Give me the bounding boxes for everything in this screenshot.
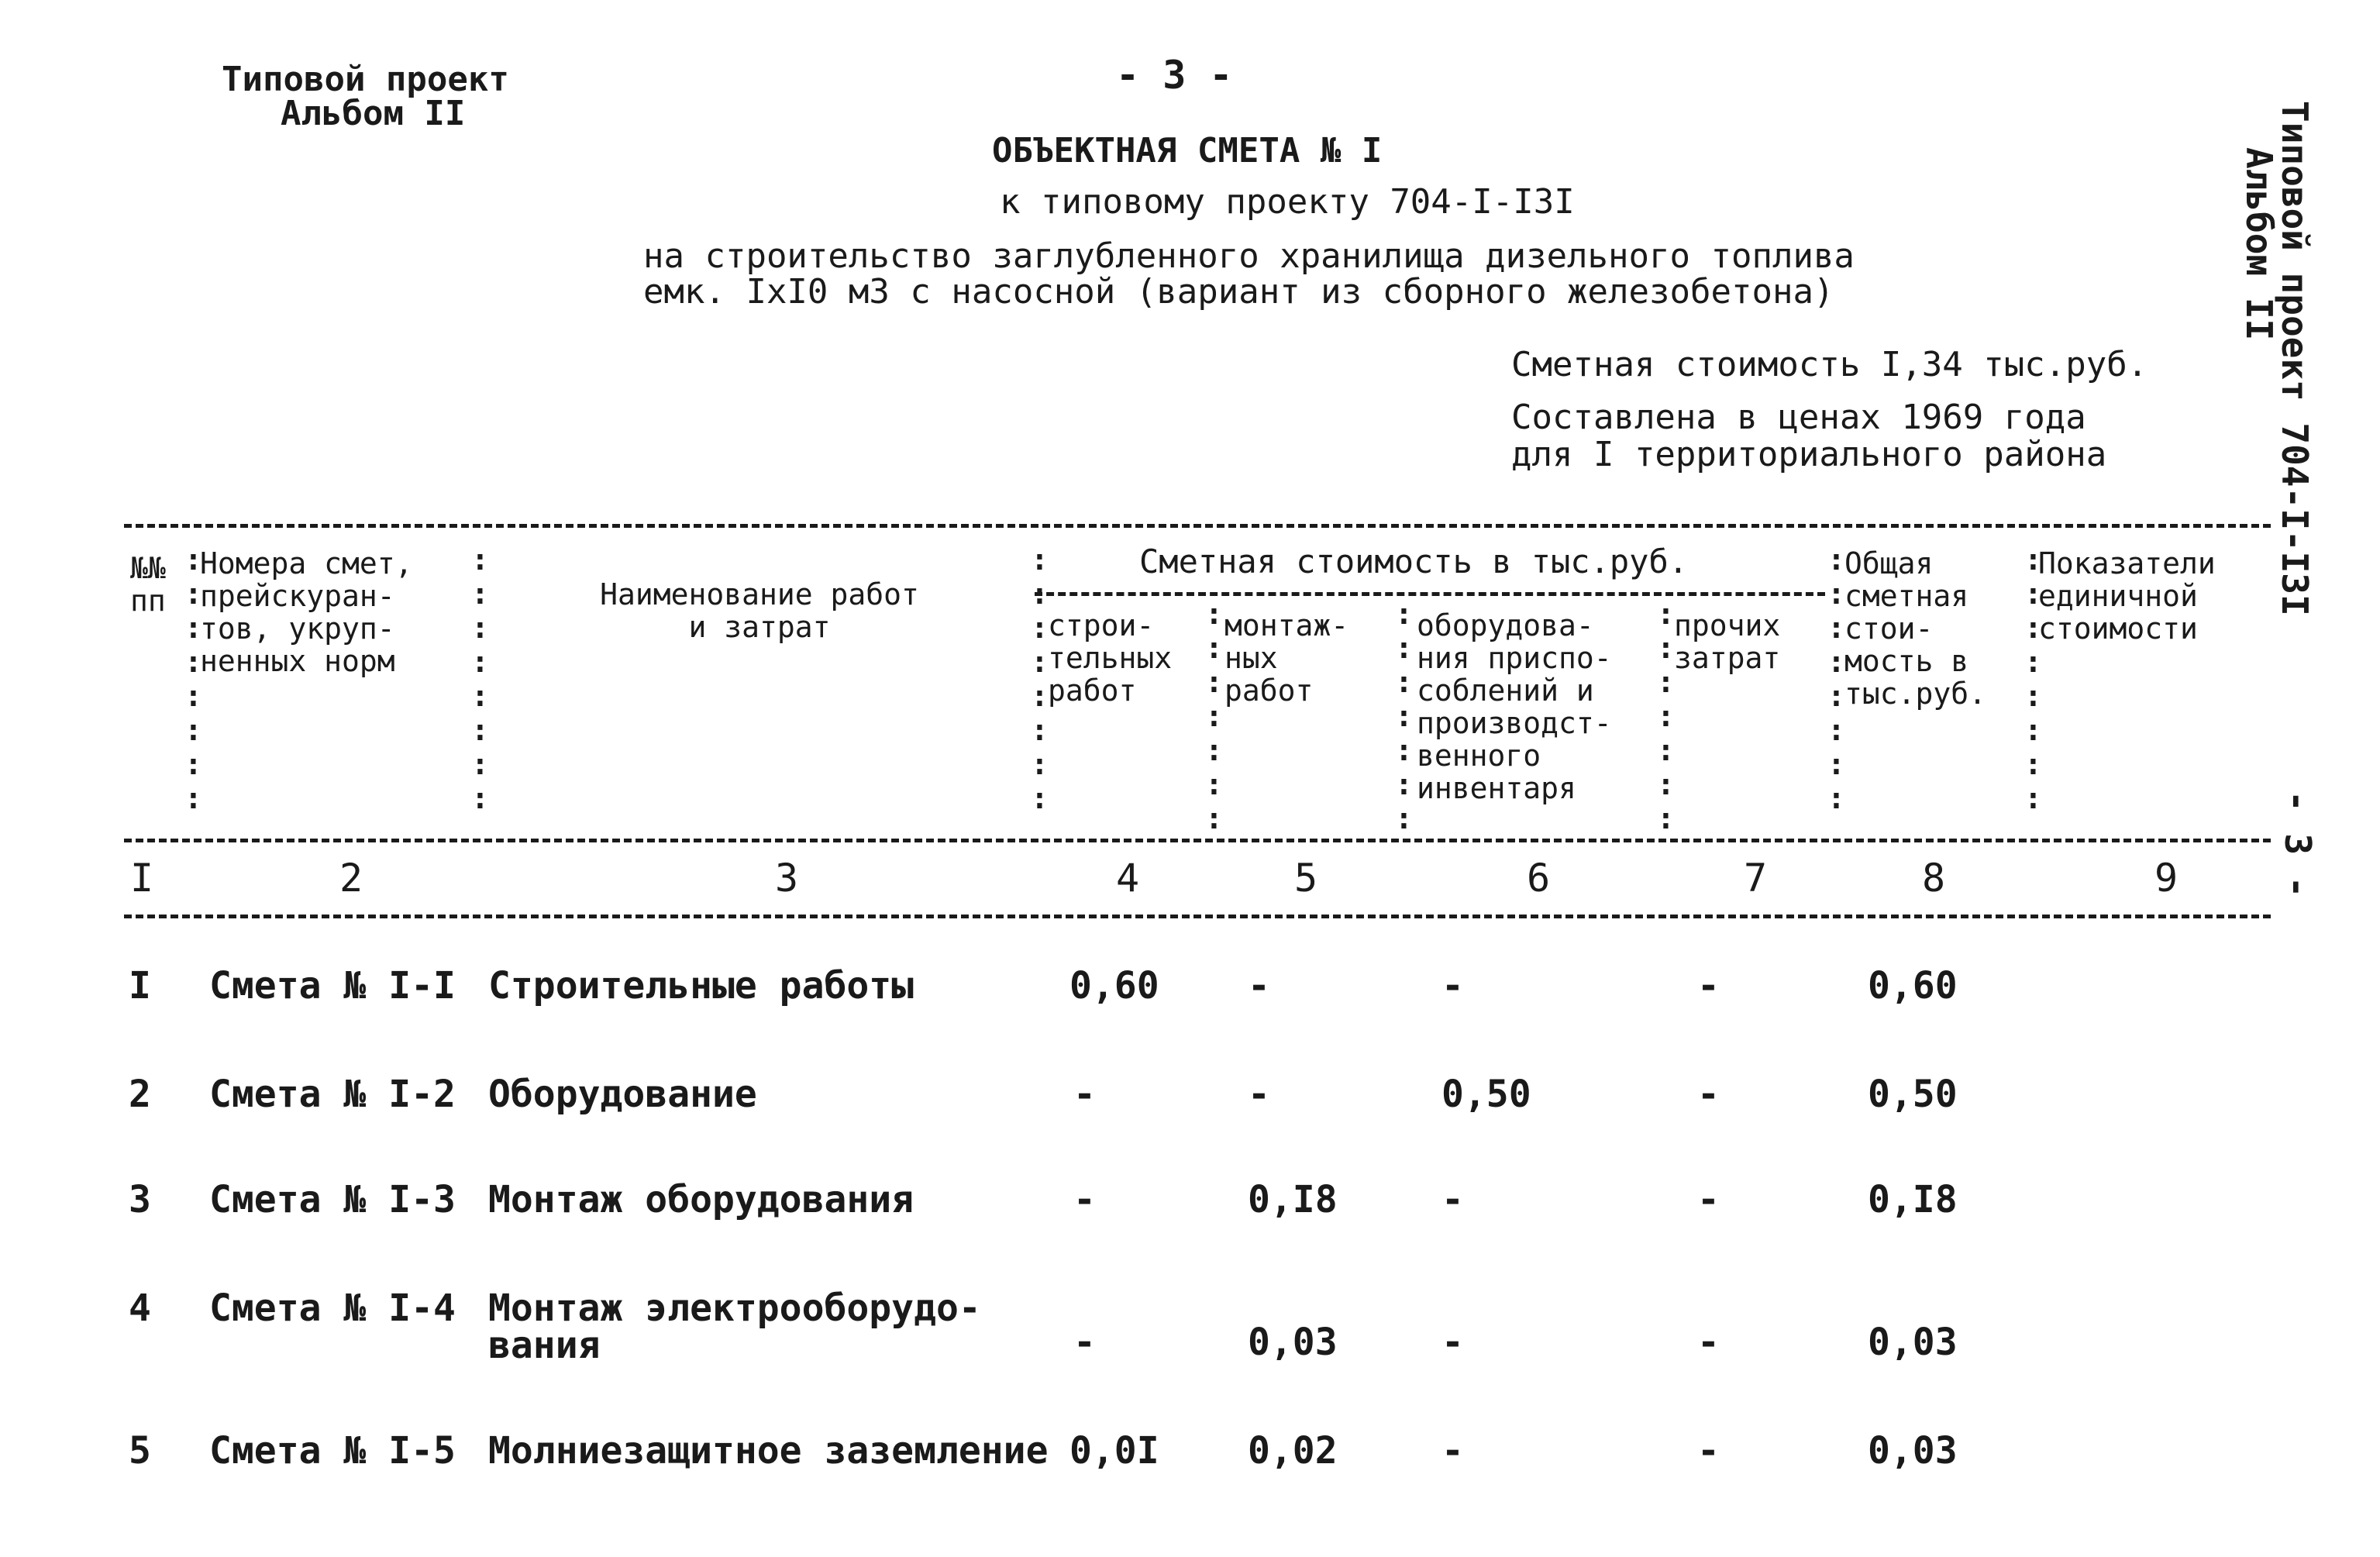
estimate-ref: Смета № I-4 <box>209 1287 456 1330</box>
row-number: 2 <box>129 1073 151 1116</box>
description-line-1: на строительство заглубленного хранилища дизельного топлива <box>643 236 1855 276</box>
other-cost: - <box>1697 964 1720 1008</box>
work-name: Строительные работы <box>488 964 914 1008</box>
other-cost: - <box>1697 1073 1720 1116</box>
construction-cost: 0,0I <box>1069 1429 1159 1473</box>
document-title: ОБЪЕКТНАЯ СМЕТА № I <box>992 131 1383 171</box>
prices-line-2: для I территориального района <box>1511 435 2107 474</box>
equipment-cost: - <box>1441 964 1464 1008</box>
work-name: Монтаж электрооборудо- <box>488 1287 981 1330</box>
other-cost: - <box>1697 1321 1720 1364</box>
col-separator: : : : : : : : <box>1395 597 1413 835</box>
column-numbers-rule <box>124 915 2271 918</box>
installation-cost: - <box>1248 1073 1270 1116</box>
work-name: Молниезащитное заземление <box>488 1429 1049 1473</box>
column-number: 9 <box>2154 856 2179 901</box>
estimated-cost: Сметная стоимость I,34 тыс.руб. <box>1511 345 2148 384</box>
row-number: 5 <box>129 1429 151 1473</box>
header-unit-cost: Показатели единичной стоимости <box>2038 546 2216 646</box>
other-cost: - <box>1697 1178 1720 1221</box>
total-cost: 0,I8 <box>1868 1178 1958 1221</box>
header-construction: строи- тельных работ <box>1048 608 1173 708</box>
column-number: 4 <box>1116 856 1140 901</box>
col-separator: : : : : : : : : <box>1827 543 1845 815</box>
header-total: Общая сметная стои- мость в тыс.руб. <box>1844 546 1987 711</box>
column-number: 2 <box>339 856 363 901</box>
total-cost: 0,03 <box>1868 1321 1958 1364</box>
work-name-continued: вания <box>488 1324 601 1367</box>
group-subheader-rule <box>1035 592 1825 596</box>
work-name: Монтаж оборудования <box>488 1178 914 1221</box>
col-separator: : : : : : : : : <box>2024 543 2042 815</box>
estimate-ref: Смета № I-5 <box>209 1429 456 1473</box>
estimate-ref: Смета № I-I <box>209 964 456 1008</box>
other-cost: - <box>1697 1429 1720 1473</box>
installation-cost: 0,02 <box>1248 1429 1338 1473</box>
construction-cost: - <box>1073 1321 1096 1364</box>
col-separator: : : : : : : : : <box>1031 543 1049 815</box>
header-equipment: оборудова- ния приспо- соблений и производст- венного инвентаря <box>1417 608 1612 805</box>
header-estimate-refs: Номера смет, прейскуран- тов, укруп- ненных норм <box>200 546 413 678</box>
row-number: 4 <box>129 1287 151 1330</box>
description-line-2: емк. IxI0 м3 с насосной (вариант из сборного железобетона) <box>643 272 1834 312</box>
total-cost: 0,03 <box>1868 1429 1958 1473</box>
header-cost-group: Сметная стоимость в тыс.руб. <box>1139 543 1689 580</box>
installation-cost: 0,I8 <box>1248 1178 1338 1221</box>
column-number: 3 <box>775 856 799 901</box>
page-number: - 3 - <box>1116 53 1233 98</box>
estimate-ref: Смета № I-3 <box>209 1178 456 1221</box>
document-subtitle: к типовому проекту 704-I-I3I <box>1000 182 1575 222</box>
row-number: 3 <box>129 1178 151 1221</box>
column-number: I <box>130 856 154 901</box>
col-separator: : : : : : : : <box>1205 597 1223 835</box>
total-cost: 0,50 <box>1868 1073 1958 1116</box>
header-top-rule <box>124 524 2271 528</box>
prices-line-1: Составлена в ценах 1969 года <box>1511 398 2086 437</box>
column-number: 7 <box>1744 856 1768 901</box>
construction-cost: 0,60 <box>1069 964 1159 1008</box>
col-separator: : : : : : : : : <box>184 543 202 815</box>
total-cost: 0,60 <box>1868 964 1958 1008</box>
construction-cost: - <box>1073 1073 1096 1116</box>
side-album-label: Альбом II <box>2238 147 2280 341</box>
header-other: прочих затрат <box>1674 608 1781 675</box>
project-label: Типовой проект <box>222 60 509 99</box>
header-row-number: №№ пп <box>130 551 166 618</box>
row-number: I <box>129 964 151 1008</box>
side-page-number: - 3 - <box>2277 791 2319 898</box>
column-number: 6 <box>1527 856 1551 901</box>
header-installation: монтаж- ных работ <box>1224 608 1349 708</box>
equipment-cost: - <box>1441 1429 1464 1473</box>
installation-cost: - <box>1248 964 1270 1008</box>
installation-cost: 0,03 <box>1248 1321 1338 1364</box>
equipment-cost: - <box>1441 1321 1464 1364</box>
equipment-cost: - <box>1441 1178 1464 1221</box>
estimate-ref: Смета № I-2 <box>209 1073 456 1116</box>
column-number: 5 <box>1294 856 1318 901</box>
construction-cost: - <box>1073 1178 1096 1221</box>
header-bottom-rule <box>124 839 2271 842</box>
album-label: Альбом II <box>281 94 466 133</box>
header-work-name: Наименование работ и затрат <box>600 577 919 644</box>
work-name: Оборудование <box>488 1073 757 1116</box>
side-project-label: Типовой проект 704-I-I3I <box>2274 101 2316 616</box>
column-number: 8 <box>1922 856 1946 901</box>
col-separator: : : : : : : : <box>1657 597 1675 835</box>
col-separator: : : : : : : : : <box>471 543 489 815</box>
equipment-cost: 0,50 <box>1441 1073 1531 1116</box>
